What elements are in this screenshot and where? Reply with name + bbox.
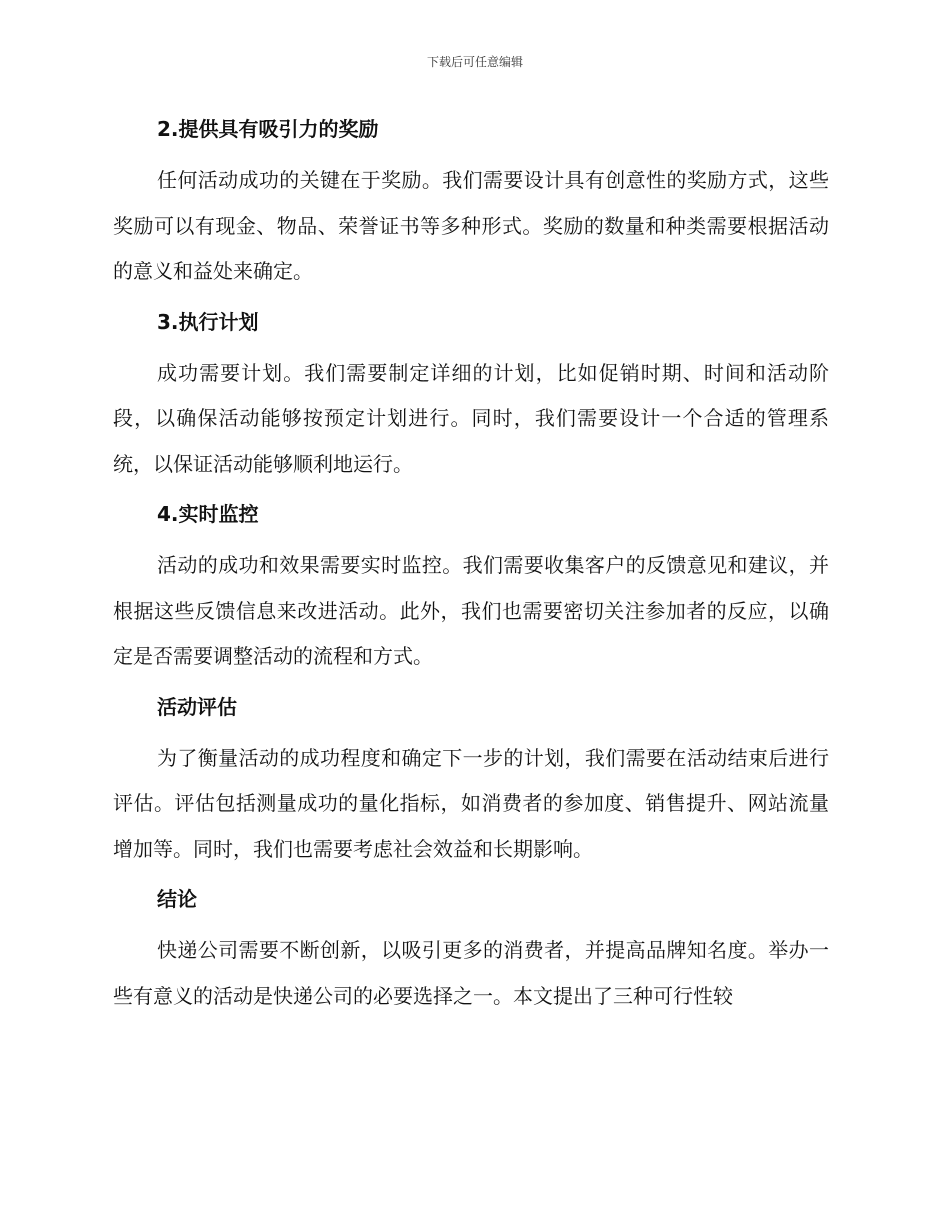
section-paragraph-rewards: 任何活动成功的关键在于奖励。我们需要设计具有创意性的奖励方式，这些奖励可以有现金、物品、荣誉证书等多种形式。奖励的数量和种类需要根据活动的意义和益处来确定。 bbox=[113, 168, 829, 283]
section-heading-rewards: 2.提供具有吸引力的奖励 bbox=[157, 117, 379, 141]
page-header: 下载后可任意编辑 bbox=[426, 55, 523, 69]
section-paragraph-evaluation: 为了衡量活动的成功程度和确定下一步的计划，我们需要在活动结束后进行评估。评估包括测量成功的量化指标，如消费者的参加度、销售提升、网站流量增加等。同时，我们也需要考虑社会效益和长期影响。 bbox=[113, 745, 829, 861]
section-heading-realtime-monitoring: 4.实时监控 bbox=[157, 502, 259, 526]
section-paragraph-conclusion: 快递公司需要不断创新，以吸引更多的消费者，并提高品牌知名度。举办一些有意义的活动是快递公司的必要选择之一。本文提出了三种可行性较 bbox=[113, 938, 829, 1008]
section-paragraph-execution-plan: 成功需要计划。我们需要制定详细的计划，比如促销时期、时间和活动阶段，以确保活动能够按预定计划进行。同时，我们需要设计一个合适的管理系统，以保证活动能够顺利地运行。 bbox=[113, 360, 829, 476]
section-heading-evaluation: 活动评估 bbox=[157, 694, 237, 719]
document-body bbox=[113, 110, 829, 1019]
section-paragraph-realtime-monitoring: 活动的成功和效果需要实时监控。我们需要收集客户的反馈意见和建议，并根据这些反馈信息来改进活动。此外，我们也需要密切关注参加者的反应，以确定是否需要调整活动的流程和方式。 bbox=[113, 553, 829, 668]
section-heading-conclusion: 结论 bbox=[157, 887, 197, 911]
section-heading-execution-plan: 3.执行计划 bbox=[157, 309, 259, 334]
